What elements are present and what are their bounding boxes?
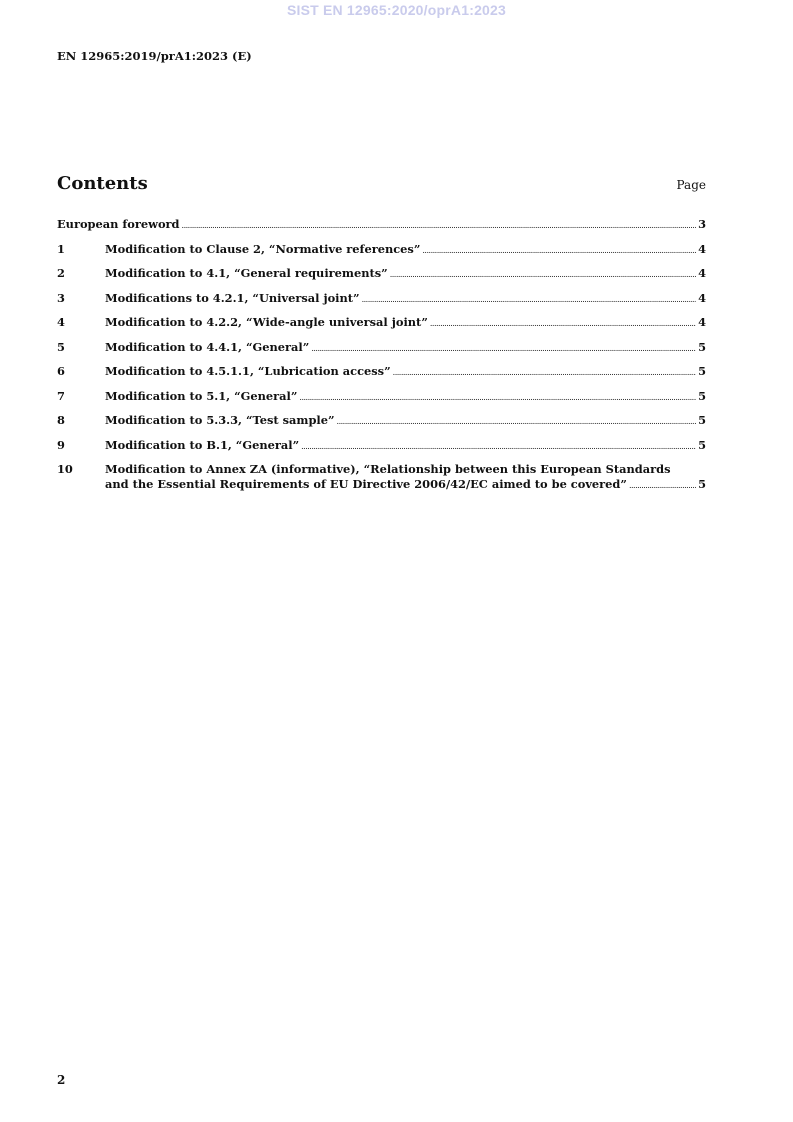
toc-entry-page: 5 [698,364,706,378]
toc-entry-number: 4 [57,315,65,329]
toc-entry-number: 5 [57,339,65,354]
toc-leader-dots [390,267,696,282]
toc-leader-dots [301,439,696,454]
toc-leader-dots [362,292,696,307]
toc-entry[interactable] [57,266,706,291]
toc-entry-title-line2: and the Essential Requirements of EU Directive 2006/42/EC aimed to be covered” [105,477,627,491]
toc-entry-title-line1: Modification to Annex ZA (informative), “Relationship between this European Standards [105,462,671,476]
toc-entry-title: Modification to 5.1, “General” [105,388,298,403]
toc-entry[interactable] [57,340,706,365]
toc-entry-page: 5 [698,413,706,427]
toc-entry-number: 8 [57,413,65,427]
toc-entry[interactable] [57,413,706,438]
toc-entry[interactable] [57,242,706,267]
toc-leader-dots [430,316,696,331]
page-number: 2 [57,1073,66,1087]
table-of-contents [57,217,706,493]
toc-entry-title: Modification to 4.1, “General requirements” [105,266,388,280]
toc-entry-title: Modification to 4.4.1, “General” [105,339,310,354]
toc-entry-number: 3 [57,290,65,305]
toc-leader-dots [422,243,696,258]
toc-entry-page: 5 [698,339,706,354]
toc-entry-page: 4 [698,266,706,280]
toc-entry-title: Modification to B.1, “General” [105,437,300,452]
toc-entry-page: 3 [698,217,706,231]
toc-entry-title: Modification to 4.5.1.1, “Lubrication access” [105,364,391,378]
toc-entry-title: Modification to Clause 2, “Normative references” [105,241,421,256]
watermark: SIST EN 12965:2020/oprA1:2023 [286,2,507,18]
toc-entry-page: 4 [698,241,706,256]
toc-entry-page: 4 [698,290,706,305]
toc-leader-dots [629,478,696,493]
page-column-label: Page [676,178,706,192]
toc-leader-dots [337,414,697,429]
toc-entry-number: 2 [57,266,65,280]
toc-entry-page: 5 [698,477,706,491]
toc-entry-number: 6 [57,364,65,378]
toc-entry-page: 5 [698,437,706,452]
toc-leader-dots [393,365,696,380]
toc-entry[interactable] [57,291,706,316]
toc-entry-number: 1 [57,241,65,256]
toc-entry[interactable] [57,315,706,340]
toc-entry-title: Modifications to 4.2.1, “Universal joint” [105,290,360,305]
toc-leader-dots [311,341,696,356]
toc-entry-number: 10 [57,462,73,476]
toc-entry-title: Modification to 5.3.3, “Test sample” [105,413,335,427]
toc-entry-page: 4 [698,315,706,329]
toc-entry-title: European foreword [57,217,180,231]
toc-entry-number: 7 [57,388,65,403]
toc-entry-page: 5 [698,388,706,403]
toc-entry[interactable] [57,438,706,463]
toc-leader-dots [182,218,697,233]
toc-entry-number: 9 [57,437,65,452]
toc-entry[interactable] [57,364,706,389]
contents-heading: Contents [57,173,148,194]
toc-entry[interactable] [57,462,706,493]
toc-leader-dots [299,390,696,405]
toc-entry[interactable] [57,389,706,414]
toc-entry-title: Modification to 4.2.2, “Wide-angle universal joint” [105,315,428,329]
document-id: EN 12965:2019/prA1:2023 (E) [57,49,252,63]
toc-entry-foreword[interactable] [57,217,706,242]
